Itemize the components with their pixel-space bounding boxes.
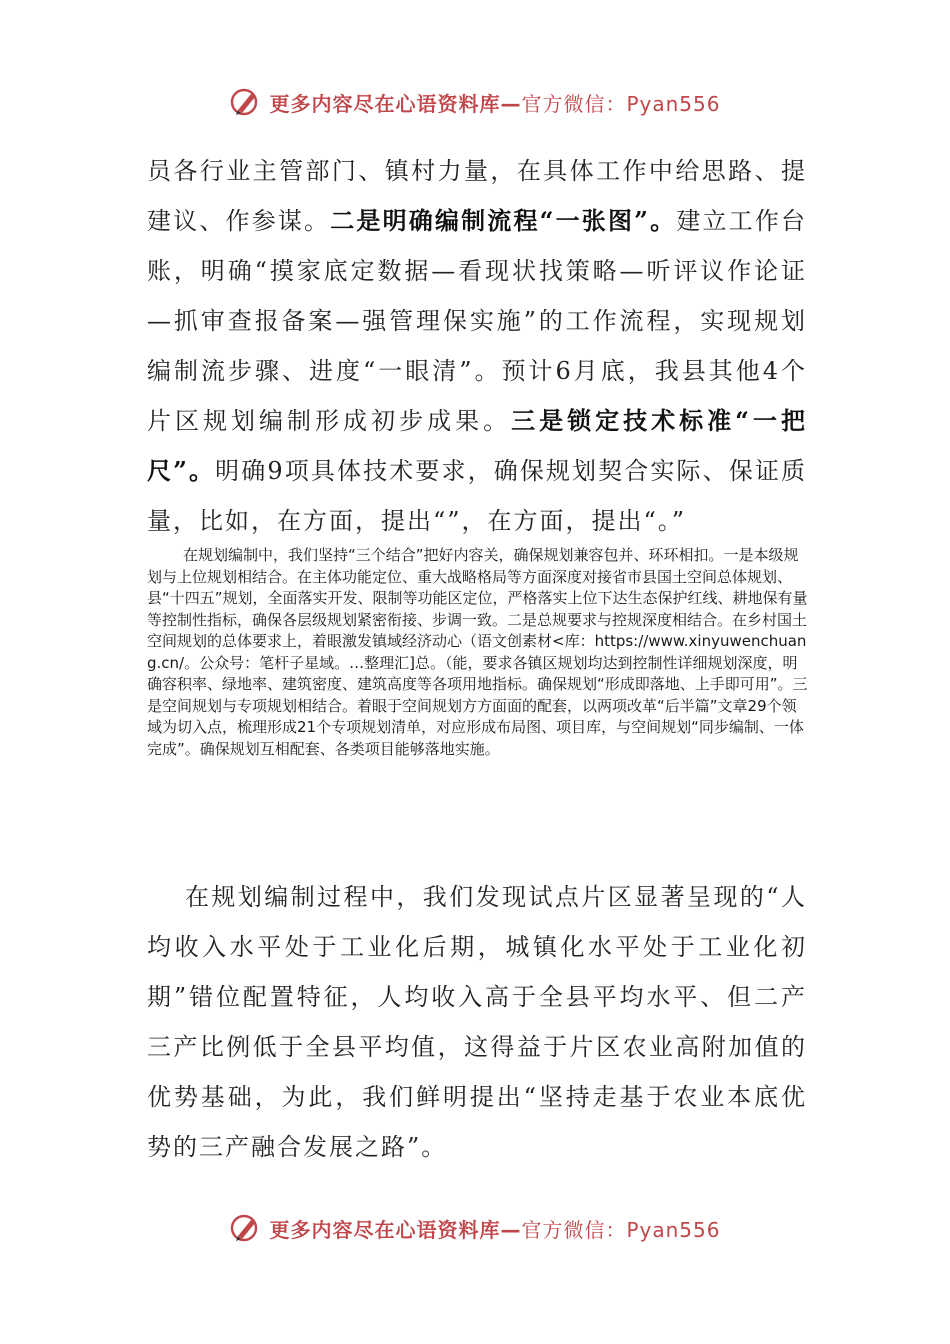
paragraph-1-text-c: 明确9项具体技术要求，确保规划契合实际、保证质量，比如，在方面，提出“”，在方面，提出“。” — [147, 457, 807, 535]
header-banner-text — [269, 88, 720, 117]
paragraph-2: 在规划编制中，我们坚持“三个结合”把好内容关，确保规划兼容包并、环环相扣。一是本级规划与上位规划相结合。在主体功能定位、重大战略格局等方面深度对接省市县国土空间总体规划、县“十四五”规划，全面落实开发、限制等功能区定位，严格落实上位下达生态保护红线、耕地保有量等控制性指标，确保各层级规划紧密衔接、步调一致。二是总规要求与控规深度相结合。在乡村国土空间规划的总体要求上，着眼激发镇域经济动心（语文创素材<库：https://www.xinyuwenchuang.cn/。公众号：笔杆子星域。…整理汇]总。（能，要求各镇区规划均达到控制性详细规划深度，明确容积率、绿地率、建筑密度、建筑高度等各项用地指标。确保规划“形成即落地、上手即可用”。三是空间规划与专项规划相结合。着眼于空间规划方方面面的配套，以两项改革“后半篇”文章29个领域为切入点，梳理形成21个专项规划清单，对应形成布局图、项目库，与空间规划“同步编制、一体完成”。确保规划互相配套、各类项目能够落地实施。 — [147, 546, 808, 758]
banner-library-text: 更多内容尽在心语资料库— — [269, 1217, 522, 1242]
banner-wechat-text: 官方微信：Pyan556 — [521, 91, 721, 116]
paragraph-1-text-b: 建立工作台账，明确“摸家底定数据—看现状找策略—听评议作论证—抓审查报备案—强管理保实施”的工作流程，实现规划编制流步骤、进度“一眼清”。预计6月底，我县其他4个片区规划编制形成初步成果。 — [147, 207, 808, 435]
pen-logo-icon — [229, 86, 261, 118]
banner-wechat-text: 官方微信：Pyan556 — [521, 1217, 721, 1242]
paragraph-3: 在规划编制过程中，我们发现试点片区显著呈现的“人均收入水平处于工业化后期，城镇化水平处于工业化初期”错位配置特征，人均收入高于全县平均水平、但二产三产比例低于全县平均值，这得益于片区农业高附加值的优势基础，为此，我们鲜明提出“坚持走基于农业本底优势的三产融合发展之路”。 — [147, 883, 807, 1161]
pen-logo-icon — [229, 1212, 261, 1244]
banner-library-text: 更多内容尽在心语资料库— — [269, 91, 522, 116]
header-banner — [0, 82, 950, 122]
paragraph-1 — [147, 146, 807, 546]
paragraph-1-text-a: 员各行业主管部门、镇村力量，在具体工作中给思路、提建议、作参谋。 — [147, 157, 807, 235]
paragraph-1-bold-a: 二是明确编制流程“一张图”。 — [330, 206, 677, 235]
footer-banner — [0, 1208, 950, 1248]
footer-banner-text — [269, 1214, 720, 1243]
paragraph-1-bold-b: 三是锁定技术标准“一把尺”。 — [147, 406, 807, 485]
